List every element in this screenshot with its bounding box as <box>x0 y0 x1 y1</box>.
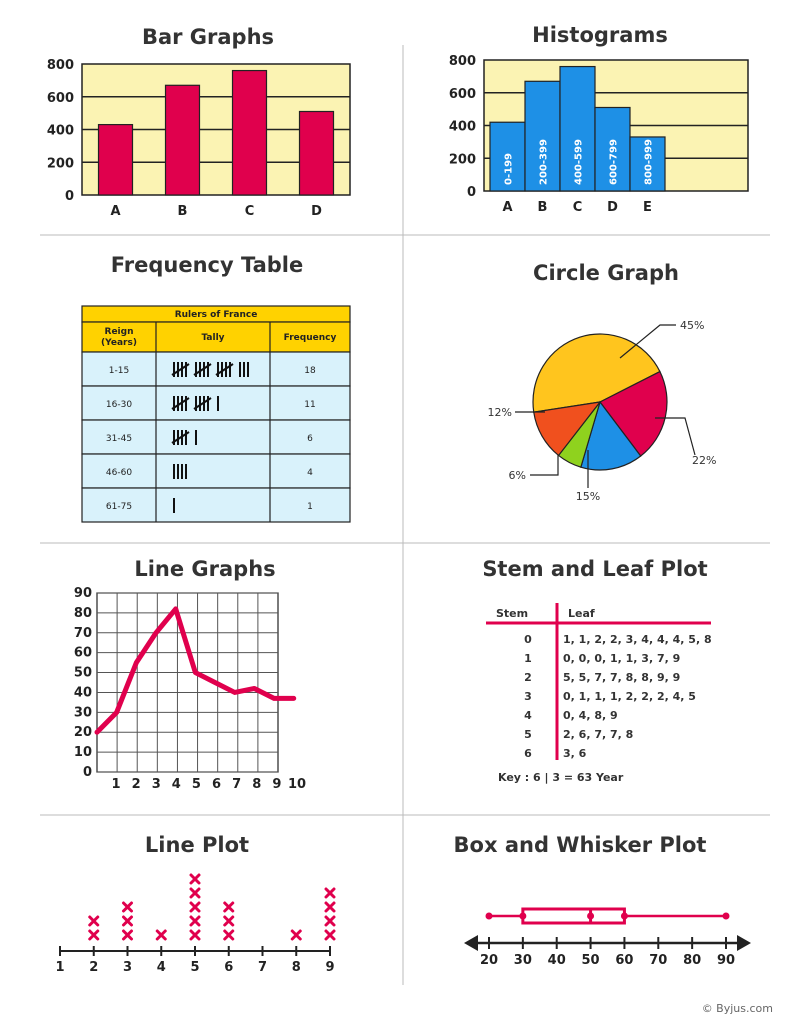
bin-label: 800-999 <box>643 139 655 185</box>
histogram-chart <box>449 54 748 215</box>
x-tick-label: 1 <box>55 960 65 975</box>
x-tick-label: 4 <box>171 777 181 792</box>
x-mark <box>225 917 233 925</box>
header-tally: Tally <box>201 333 225 343</box>
y-tick-label: 400 <box>448 119 476 135</box>
x-tick-label: 7 <box>232 777 242 792</box>
slice-label: 12% <box>487 406 512 419</box>
x-tick-label: C <box>244 204 255 219</box>
histogram-title: Histograms <box>532 23 668 47</box>
stem-leaf-title: Stem and Leaf Plot <box>482 557 708 581</box>
frequency-table <box>82 306 350 522</box>
x-mark <box>326 903 334 911</box>
table-title: Rulers of France <box>174 310 258 320</box>
stem-value: 5 <box>524 728 532 741</box>
stem-value: 0 <box>524 633 532 646</box>
y-tick-label: 600 <box>448 86 476 102</box>
box <box>523 909 625 923</box>
stem-leaf-plot <box>486 603 712 784</box>
line-graph-title: Line Graphs <box>134 557 276 581</box>
x-mark <box>326 889 334 897</box>
frequency-cell: 1 <box>307 502 313 512</box>
line-plot-title: Line Plot <box>144 833 250 857</box>
x-tick-label: 5 <box>190 960 200 975</box>
bin-label: 0-199 <box>503 153 515 185</box>
stem-value: 6 <box>524 747 532 760</box>
y-tick-label: 200 <box>46 156 74 172</box>
x-tick-label: 30 <box>513 953 532 968</box>
slice-label: 6% <box>508 469 526 482</box>
x-tick-label: 6 <box>212 777 222 792</box>
x-mark <box>191 889 199 897</box>
reign-cell: 1-15 <box>108 366 130 376</box>
frequency-cell: 6 <box>307 434 313 444</box>
leaf-values: 0, 0, 0, 1, 1, 3, 7, 9 <box>563 652 681 665</box>
header-reign-unit: (Years) <box>101 338 137 348</box>
x-tick-label: 60 <box>615 953 634 968</box>
summary-point <box>486 913 493 920</box>
x-mark <box>225 903 233 911</box>
summary-point <box>519 913 526 920</box>
plot-area <box>97 593 278 772</box>
x-tick-label: D <box>607 200 618 215</box>
x-tick-label: A <box>502 200 513 215</box>
leaf-header: Leaf <box>568 607 595 620</box>
x-mark <box>292 931 300 939</box>
header-reign: Reign <box>104 327 134 337</box>
x-tick-label: 8 <box>291 960 301 975</box>
x-tick-label: E <box>643 200 652 215</box>
header-frequency: Frequency <box>283 333 337 343</box>
x-tick-label: 70 <box>649 953 668 968</box>
y-tick-label: 600 <box>46 90 74 106</box>
x-tick-label: 20 <box>479 953 499 968</box>
x-tick-label: 80 <box>683 953 702 968</box>
y-tick-label: 200 <box>448 152 476 168</box>
frequency-cell: 18 <box>304 366 316 376</box>
x-tick-label: 2 <box>131 777 141 792</box>
slice-label: 15% <box>575 490 601 503</box>
x-tick-label: 6 <box>224 960 234 975</box>
y-tick-label: 800 <box>448 54 476 69</box>
frequency-table-title: Frequency Table <box>110 253 304 277</box>
summary-point <box>723 913 730 920</box>
x-mark <box>225 931 233 939</box>
bin-label: 200-399 <box>538 139 550 185</box>
x-tick-label: 40 <box>547 953 566 968</box>
stem-header: Stem <box>495 607 529 620</box>
x-mark <box>191 917 199 925</box>
slice-label: 22% <box>692 454 717 467</box>
x-mark <box>326 931 334 939</box>
reign-cell: 61-75 <box>105 502 133 512</box>
x-tick-label: A <box>110 204 121 219</box>
y-tick-label: 80 <box>73 605 92 621</box>
leaf-values: 0, 4, 8, 9 <box>563 709 618 722</box>
y-tick-label: 40 <box>73 685 92 701</box>
stem-value: 3 <box>524 690 532 703</box>
x-mark <box>90 917 98 925</box>
x-mark <box>191 875 199 883</box>
x-tick-label: 3 <box>122 960 133 975</box>
leaf-values: 1, 1, 2, 2, 3, 4, 4, 4, 5, 8 <box>563 633 712 646</box>
y-tick-label: 0 <box>64 189 74 204</box>
x-tick-label: 9 <box>325 960 335 975</box>
slice-label: 45% <box>680 319 705 332</box>
x-tick-label: 2 <box>89 960 99 975</box>
circle-graph <box>488 319 717 503</box>
bar-chart <box>47 58 350 219</box>
x-mark <box>157 931 165 939</box>
x-mark <box>191 931 199 939</box>
y-tick-label: 60 <box>73 645 92 661</box>
y-tick-label: 400 <box>46 123 74 139</box>
x-tick-label: D <box>311 204 322 219</box>
leaf-values: 2, 6, 7, 7, 8 <box>563 728 634 741</box>
x-mark <box>124 917 132 925</box>
frequency-cell: 4 <box>307 468 313 478</box>
footer-credit: © Byjus.com <box>701 1002 773 1015</box>
y-tick-label: 10 <box>73 745 92 761</box>
x-mark <box>124 903 132 911</box>
stem-value: 1 <box>524 652 532 665</box>
x-tick-label: 7 <box>257 960 268 975</box>
bin-label: 600-799 <box>608 139 620 185</box>
x-tick-label: 9 <box>272 777 282 792</box>
stem-value: 4 <box>524 709 532 722</box>
circle-graph-title: Circle Graph <box>533 261 679 285</box>
x-tick-label: 5 <box>191 777 201 792</box>
y-tick-label: 70 <box>73 625 92 641</box>
x-tick-label: 4 <box>156 960 166 975</box>
x-tick-label: 3 <box>151 777 161 792</box>
x-tick-label: B <box>177 204 188 219</box>
bin-label: 400-599 <box>573 139 585 185</box>
y-tick-label: 0 <box>466 185 476 200</box>
x-tick-label: 50 <box>581 953 600 968</box>
bar <box>233 71 267 195</box>
x-tick-label: 1 <box>111 777 121 792</box>
leaf-values: 3, 6 <box>563 747 587 760</box>
y-tick-label: 800 <box>46 58 74 73</box>
box-whisker-plot <box>464 909 751 968</box>
y-tick-label: 30 <box>73 705 92 721</box>
y-tick-label: 0 <box>82 765 92 780</box>
bar <box>300 111 334 195</box>
y-tick-label: 20 <box>73 725 92 741</box>
x-mark <box>124 931 132 939</box>
x-mark <box>90 931 98 939</box>
stem-leaf-key: Key : 6 | 3 = 63 Year <box>498 771 624 784</box>
left-arrow <box>464 935 478 951</box>
frequency-cell: 11 <box>304 400 316 410</box>
x-tick-label: B <box>537 200 548 215</box>
x-mark <box>191 903 199 911</box>
y-tick-label: 90 <box>73 586 92 601</box>
right-arrow <box>737 935 751 951</box>
bar <box>99 125 133 195</box>
y-tick-label: 50 <box>73 665 92 681</box>
summary-point <box>587 913 594 920</box>
leaf-values: 5, 5, 7, 7, 8, 8, 9, 9 <box>563 671 681 684</box>
reign-cell: 46-60 <box>105 468 133 478</box>
box-whisker-title: Box and Whisker Plot <box>453 833 707 857</box>
x-tick-label: 10 <box>287 777 307 792</box>
summary-point <box>621 913 628 920</box>
reign-cell: 16-30 <box>105 400 133 410</box>
reign-cell: 31-45 <box>105 434 133 444</box>
x-tick-label: 90 <box>716 953 736 968</box>
stem-value: 2 <box>524 671 532 684</box>
line-plot <box>55 875 334 975</box>
leaf-values: 0, 1, 1, 1, 2, 2, 2, 4, 5 <box>563 690 696 703</box>
line-graph <box>74 586 306 792</box>
bar-graph-title: Bar Graphs <box>141 25 275 49</box>
x-tick-label: 8 <box>252 777 262 792</box>
x-mark <box>326 917 334 925</box>
bar <box>166 85 200 195</box>
x-tick-label: C <box>572 200 583 215</box>
